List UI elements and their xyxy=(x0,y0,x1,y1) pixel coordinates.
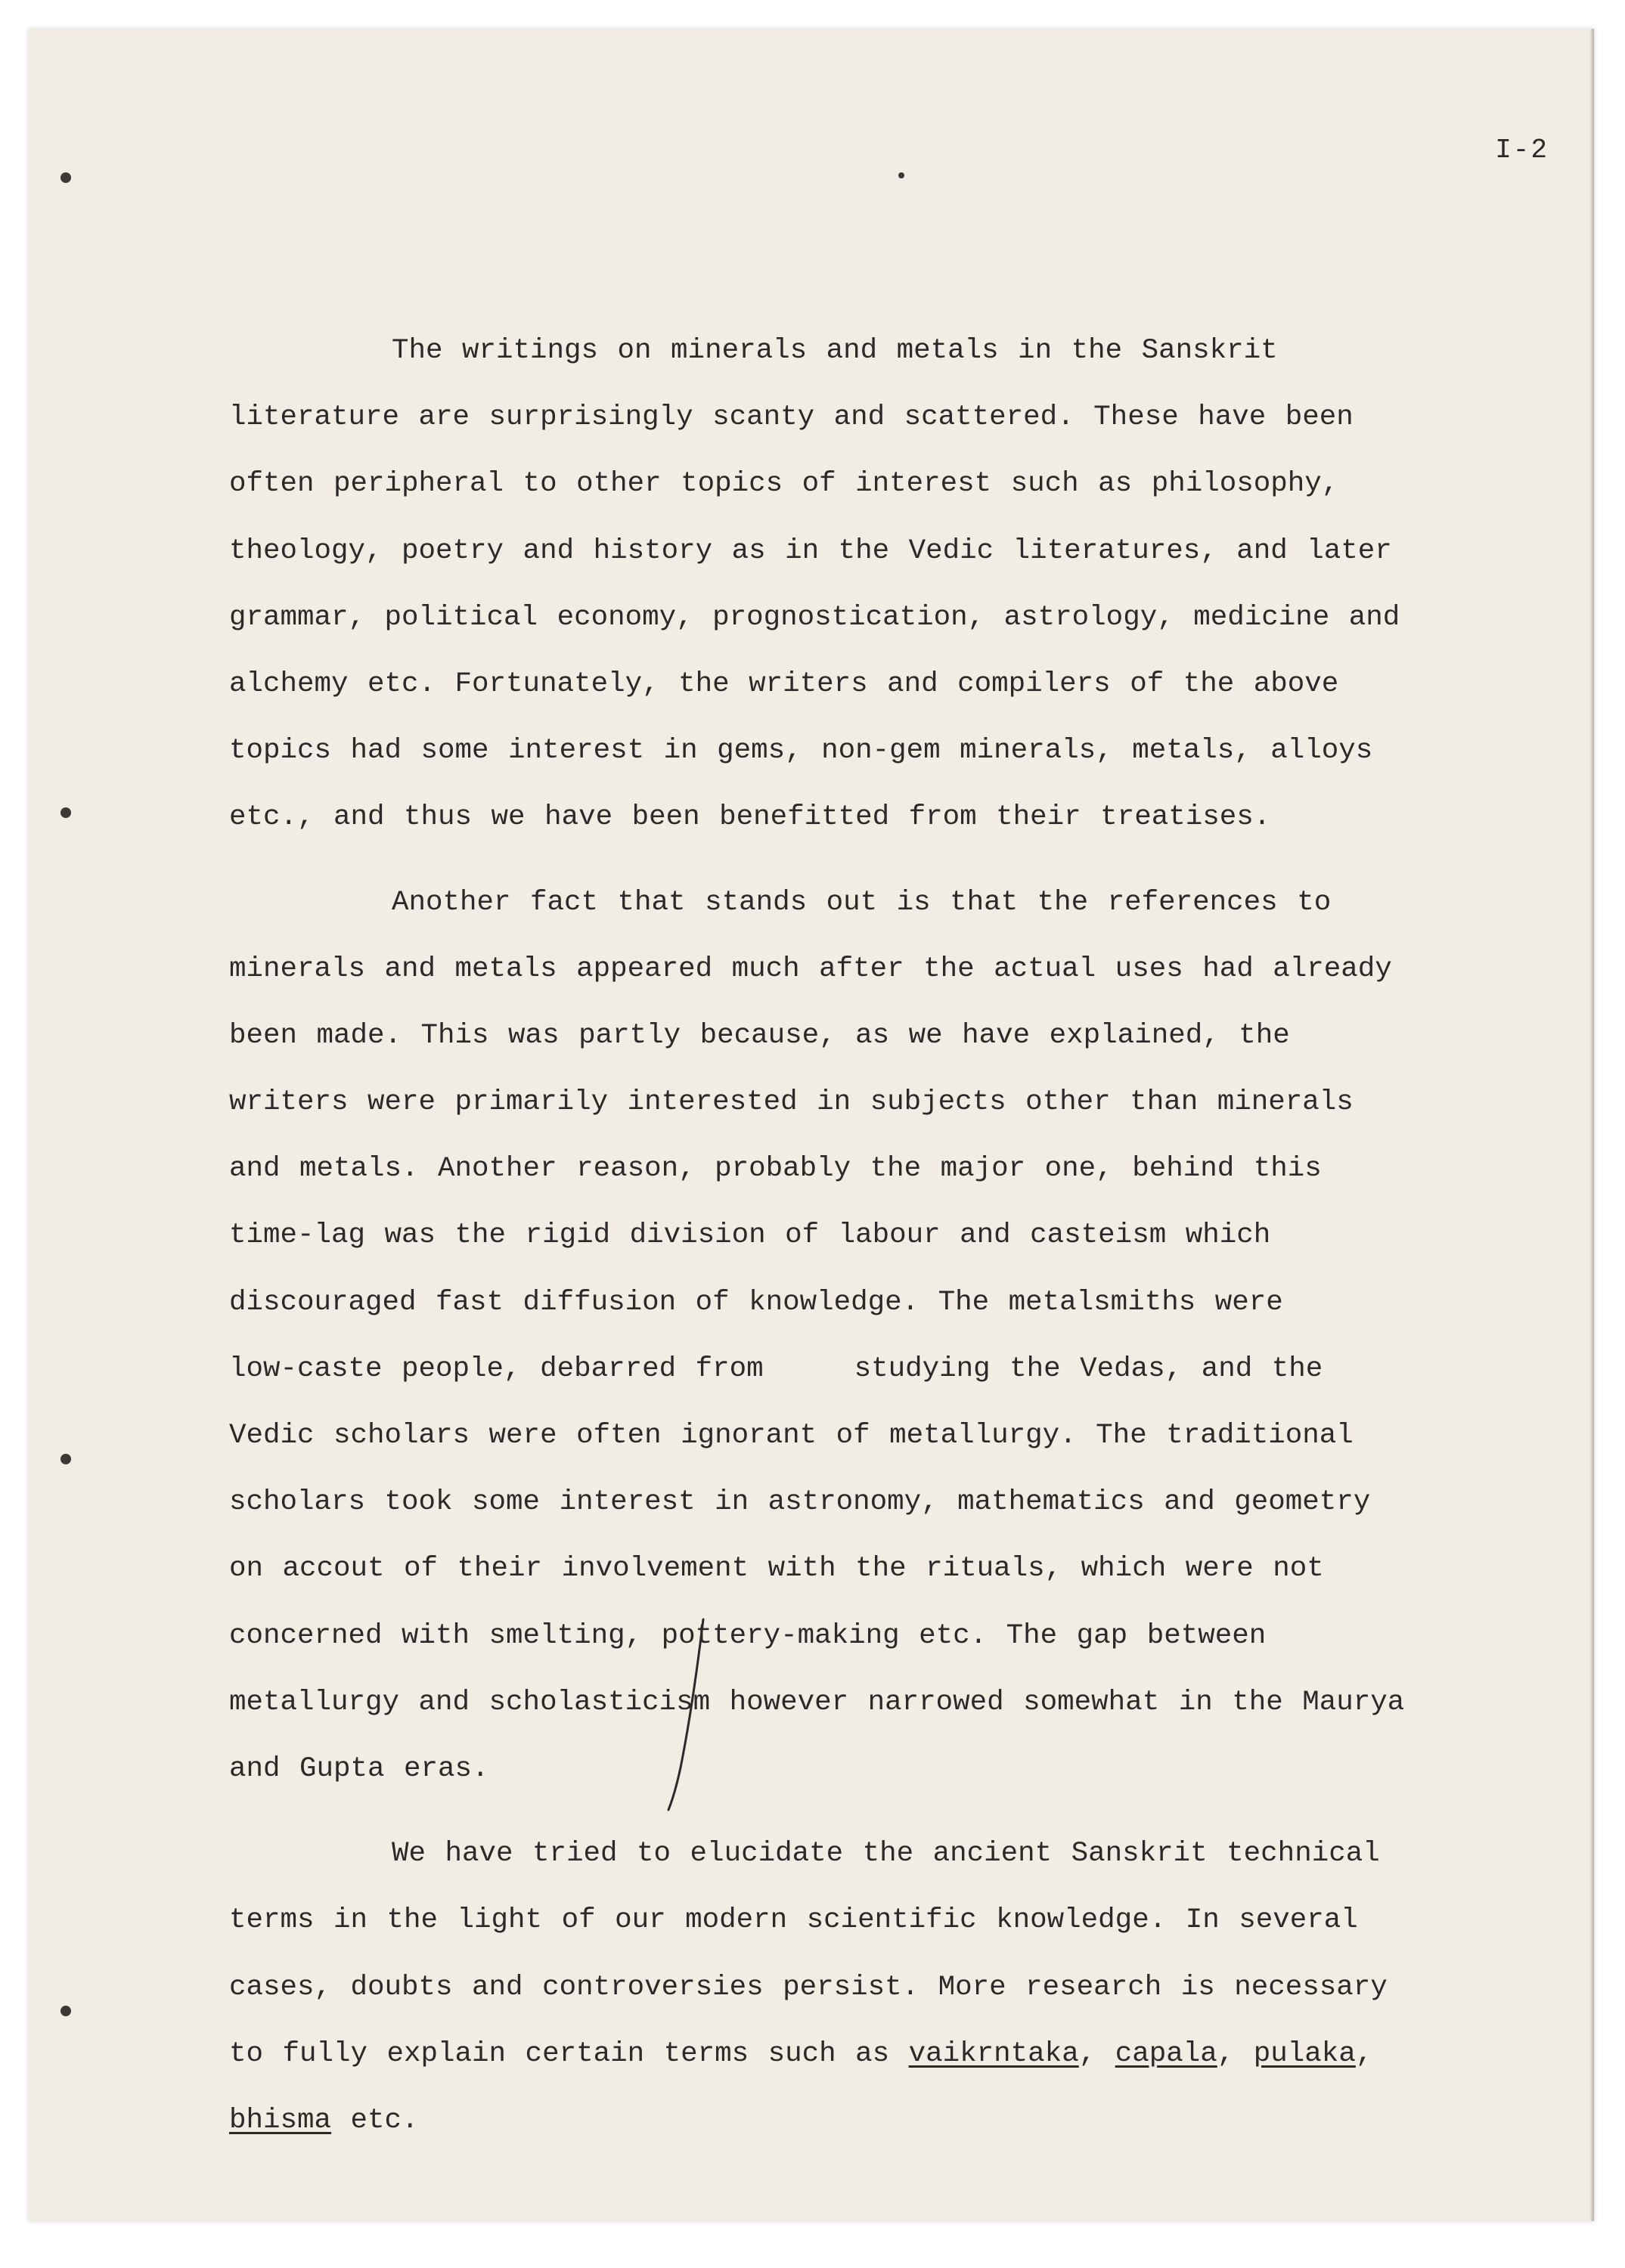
text-line: time-lag was the rigid division of labour and casteism which xyxy=(229,1219,1271,1252)
text-line: cases, doubts and controversies persist. More research is necessary xyxy=(229,1971,1388,2003)
text-line: and metals. Another reason, probably the major one, behind this xyxy=(229,1153,1322,1185)
text-line: etc., and thus we have been benefitted from their treatises. xyxy=(229,801,1271,834)
term-pulaka: pulaka xyxy=(1253,2037,1356,2070)
text-fragment: low-caste people, debarred from xyxy=(229,1352,764,1385)
text-line xyxy=(229,1336,1575,1402)
body-text xyxy=(229,318,1575,2154)
text-line: alchemy etc. Fortunately, the writers and compilers of the above xyxy=(229,668,1339,700)
text-line: minerals and metals appeared much after the actual uses had already xyxy=(229,953,1392,985)
text-line: literature are surprisingly scanty and scattered. These have been xyxy=(229,401,1354,434)
text-line: and Gupta eras. xyxy=(229,1752,489,1785)
term-vaikrntaka: vaikrntaka xyxy=(908,2037,1079,2070)
binder-hole-3 xyxy=(60,1454,71,1464)
closing-text: etc. xyxy=(350,2104,419,2136)
page-number: I-2 xyxy=(1495,135,1549,166)
text-line: terms in the light of our modern scientific knowledge. In several xyxy=(229,1904,1358,1937)
text-line: metallurgy and scholasticism however narrowed somewhat in the Maurya xyxy=(229,1686,1405,1718)
text-line xyxy=(229,2087,1575,2154)
term-capala: capala xyxy=(1115,2037,1217,2070)
text-line: often peripheral to other topics of interest such as philosophy, xyxy=(229,468,1339,500)
text-fragment: to fully explain certain terms such as xyxy=(229,2037,890,2070)
binder-hole-4 xyxy=(60,2006,71,2016)
paragraph-1 xyxy=(229,318,1575,851)
text-line: grammar, political economy, prognostication, astrology, medicine and xyxy=(229,601,1400,634)
text-line: writers were primarily interested in subjects other than minerals xyxy=(229,1086,1354,1119)
text-line: topics had some interest in gems, non-gem minerals, metals, alloys xyxy=(229,735,1373,767)
text-line: Vedic scholars were often ignorant of metallurgy. The traditional xyxy=(229,1420,1354,1452)
binder-hole-2 xyxy=(60,807,71,818)
term-separator: , xyxy=(1355,2037,1373,2070)
paragraph-2 xyxy=(229,869,1575,1803)
term-separator: , xyxy=(1217,2037,1235,2070)
stray-ink-dot xyxy=(898,172,904,178)
text-line: concerned with smelting, pottery-making etc. The gap between xyxy=(229,1619,1267,1652)
text-line: been made. This was partly because, as we have explained, the xyxy=(229,1019,1290,1052)
term-separator: , xyxy=(1078,2037,1096,2070)
typed-page xyxy=(29,29,1594,2221)
text-line: The writings on minerals and metals in the Sanskrit xyxy=(392,335,1278,367)
text-line xyxy=(229,2021,1575,2087)
handwritten-pen-stroke xyxy=(664,1616,709,1813)
binder-hole-1 xyxy=(60,172,71,183)
text-line: discouraged fast diffusion of knowledge. The metalsmiths were xyxy=(229,1286,1283,1318)
term-bhisma: bhisma xyxy=(229,2104,332,2136)
text-line: Another fact that stands out is that the references to xyxy=(392,886,1332,919)
text-line: theology, poetry and history as in the Vedic literatures, and later xyxy=(229,534,1392,567)
paragraph-3 xyxy=(229,1820,1575,2154)
text-line: on accout of their involvement with the rituals, which were not xyxy=(229,1553,1324,1585)
text-line: We have tried to elucidate the ancient Sanskrit technical xyxy=(392,1838,1380,1870)
text-line: scholars took some interest in astronomy, mathematics and geometry xyxy=(229,1486,1371,1519)
text-fragment: studying the Vedas, and the xyxy=(854,1352,1323,1385)
